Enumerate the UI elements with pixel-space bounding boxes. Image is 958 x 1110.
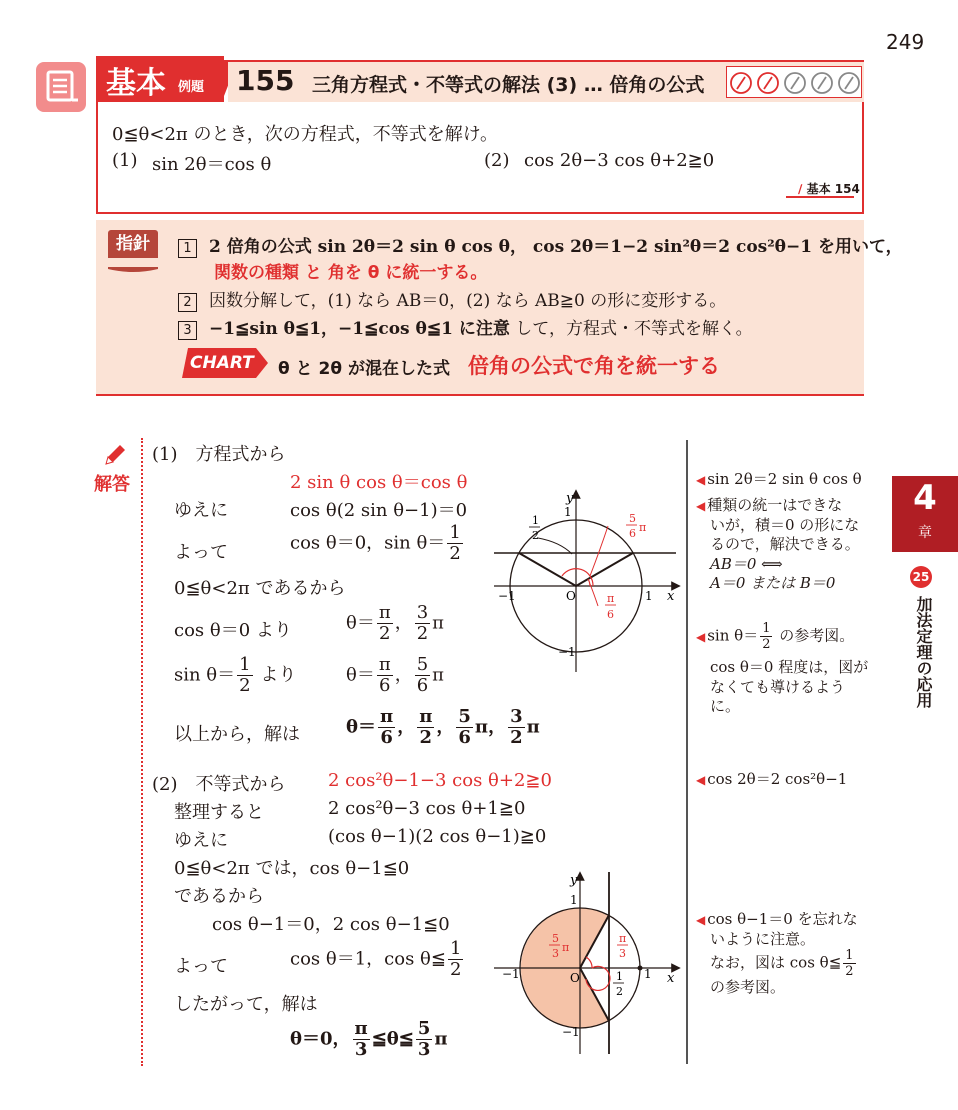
tick-1-right: 1 (645, 589, 653, 603)
pi-symbol: π (526, 716, 540, 738)
frac-den: 6 (416, 675, 429, 696)
fraction-pi-6 (377, 656, 393, 695)
sol1-sinhalf (174, 656, 296, 695)
y-axis-label: y (566, 491, 574, 506)
pencil-icon (100, 440, 130, 470)
frac-num: π (380, 706, 394, 727)
pi-symbol: π (432, 664, 444, 686)
sol1-cos0-solutions: θ＝ $\frac{\pi}{2}$ ， $\frac{3}{2}$ π (346, 602, 444, 644)
side-note-4 (710, 658, 868, 717)
pi-symbol: π (474, 716, 489, 738)
frac-num: π (419, 706, 433, 727)
difficulty-mark (764, 77, 772, 89)
side-note-6-line-d: の参考図。 (710, 978, 786, 996)
problem-1: sin 2θ＝cos θ (152, 154, 272, 175)
chart-badge-label: CHART (190, 353, 254, 373)
difficulty-mark (818, 77, 826, 89)
hint-2-number: 2 (178, 293, 197, 312)
origin-label: O (566, 589, 576, 603)
side-note-6: ◀ cos θ−1＝0 を忘れな いように注意。 なお，図は cos θ≦ $\frac{1}{2}$ の参考図。 (696, 910, 858, 996)
hint-3-number: 3 (178, 321, 197, 340)
frac-den: 2 (510, 727, 523, 748)
sol1-cos0: cos θ＝0 より (174, 620, 292, 641)
sol1-eq1: 2 sin θ cos θ＝cos θ (290, 472, 468, 493)
fraction-5-3 (416, 1020, 433, 1059)
tick-1-top: 1 (564, 505, 572, 519)
frac-den: 2 (419, 727, 433, 748)
sol2-dearu: であるから (174, 886, 264, 907)
frac-den: 2 (416, 623, 429, 644)
sol2-eq1: 2 cos²θ−1−3 cos θ+2≧0 (328, 770, 552, 791)
difficulty-mark (737, 77, 745, 89)
shishin-badge-foot (108, 258, 158, 264)
sol2-final-text: θ＝0， (290, 1028, 351, 1050)
fraction-3-2 (508, 708, 525, 747)
radius-pi6 (576, 553, 633, 586)
theta-eq: θ＝ (346, 612, 375, 634)
hint-1 (178, 232, 903, 258)
reference-label: 基本 154 (806, 182, 860, 196)
callout-half (538, 538, 572, 554)
hint-2-text: 因数分解して，(1) なら AB＝0，(2) なら AB≧0 の形に変形する。 (209, 291, 727, 311)
half-den: 2 (616, 985, 623, 998)
page-number: 249 (886, 30, 925, 54)
sol2-shitagatte: したがって，解は (174, 994, 318, 1015)
side-note-5-text: cos 2θ＝2 cos²θ−1 (707, 770, 848, 788)
sol1-heading: (1) 方程式から (152, 444, 286, 465)
sol2-final-answer (290, 1020, 448, 1059)
side-note-3-suffix: の参考図。 (774, 626, 855, 645)
hint-1-emphasis: 関数の種類 と 角を θ に統一する。 (214, 263, 488, 283)
solution-dotted-rule (141, 438, 143, 1066)
difficulty-mark (791, 77, 799, 89)
side-note-4-line-c: に。 (710, 697, 741, 715)
x-axis-label: x (667, 589, 675, 604)
tick-neg1-left: −1 (498, 589, 516, 603)
fraction-one-half (447, 524, 462, 563)
hint-2 (178, 286, 726, 312)
side-note-2-line-e: A＝0 または B＝0 (710, 574, 836, 592)
origin-label: O (570, 971, 580, 985)
theta-eq: θ＝ (346, 716, 377, 738)
solution-label: 解答 (94, 474, 130, 495)
pi-sixths-num: π (607, 592, 615, 605)
frac-den: 2 (449, 959, 462, 980)
problem-2: cos 2θ−3 cos θ+2≧0 (524, 150, 715, 171)
fraction-one-half (448, 940, 463, 979)
frac-num: 1 (449, 522, 461, 543)
problem-2-label: (2) (484, 150, 510, 171)
theta-eq: θ＝ (346, 664, 375, 686)
side-note-3: ◀ sin θ＝ $\frac{1}{2}$ の参考図。 (696, 621, 855, 652)
side-note-6-line-a: cos θ−1＝0 を忘れな (707, 910, 858, 928)
shishin-badge: 指針 (108, 230, 158, 258)
frac-num: 5 (417, 1018, 431, 1039)
pi-sixths-den: 6 (607, 608, 614, 621)
fraction-5-6 (456, 708, 473, 747)
five-sixths-den: 6 (629, 527, 636, 540)
y-axis-label: y (570, 873, 578, 888)
side-note-2: ◀ 種類の統一はできな いが，積＝0 の形にな るので，解決できる。 AB＝0 ⟺ A＝0 または B＝0 (696, 496, 860, 592)
sol1-sinhalf-solutions: θ＝ $\frac{\pi}{6}$ ， $\frac{5}{6}$ π (346, 654, 444, 696)
tick-neg1-bottom: −1 (562, 1025, 580, 1039)
frac-num: 3 (510, 706, 523, 727)
hint-3-text: して，方程式・不等式を解く。 (509, 319, 753, 339)
sol2-heading: (2) 不等式から (152, 774, 286, 795)
hint-1-text: 2 倍角の公式 sin 2θ＝2 sin θ cos θ， cos 2θ＝1−2 sin²θ＝2 cos²θ−1 を用いて， (209, 237, 903, 257)
pi-thirds-den: 3 (619, 947, 626, 960)
side-note-2-line-c: るので，解決できる。 (710, 535, 860, 553)
pi-symbol: π (432, 612, 444, 634)
sol2-eq5 (290, 940, 465, 979)
fraction-pi-2 (417, 708, 434, 747)
angle-arc-5pi3 (586, 966, 610, 990)
sinhalf-text: sin θ＝ (174, 664, 236, 686)
sol1-eq3 (290, 524, 465, 563)
chart-rule: 倍角の公式で角を統一する (468, 354, 720, 378)
frac-den: 3 (417, 1039, 431, 1060)
frac-num: 1 (845, 948, 854, 963)
section-number-badge: 25 (910, 566, 932, 588)
sol2-yotte: よって (174, 956, 228, 977)
frac-num: 5 (416, 654, 429, 675)
frac-num: π (354, 1018, 368, 1039)
frac-den: 6 (379, 675, 391, 696)
sol1-yotte: よって (174, 542, 228, 563)
problem-title: 三角方程式・不等式の解法 (3) … 倍角の公式 (312, 74, 705, 96)
fraction-3-2 (415, 604, 430, 643)
side-note-1-text: sin 2θ＝2 sin θ cos θ (707, 470, 862, 488)
frac-den: 2 (379, 623, 391, 644)
sol2-yue: ゆえに (174, 830, 228, 851)
sol2-eq4: cos θ−1＝0，2 cos θ−1≦0 (212, 914, 450, 935)
hint-3-emphasis: −1≦sin θ≦1，−1≦cos θ≦1 に注意 (209, 319, 510, 339)
hint-1-number: 1 (178, 239, 197, 258)
notebook-icon-glyph (36, 62, 86, 112)
frac-num: π (378, 654, 391, 675)
section-title: 加法定理の応用 (914, 596, 933, 708)
x-axis-label: x (667, 971, 675, 986)
fraction-pi-3 (353, 1020, 370, 1059)
sol1-eq3-text: cos θ＝0，sin θ＝ (290, 532, 446, 554)
angle-arc-pi6 (588, 579, 590, 586)
tick-1-top: 1 (570, 893, 578, 907)
side-note-1: ◀ sin 2θ＝2 sin θ cos θ (696, 470, 862, 488)
side-note-2-line-b: いが，積＝0 の形にな (710, 515, 860, 534)
chapter-label: 章 (918, 525, 932, 541)
unit-circle-figure-1 (490, 488, 686, 676)
frac-den: 2 (239, 675, 251, 696)
problem-intro: 0≦θ<2π のとき，次の方程式，不等式を解け。 (112, 124, 499, 145)
side-note-5: ◀ cos 2θ＝2 cos²θ−1 (696, 770, 848, 788)
five-sixths-pi: π (639, 521, 647, 534)
side-note-divider (686, 440, 688, 1064)
sol1-eq2: cos θ(2 sin θ−1)＝0 (290, 500, 468, 521)
fraction-5-6 (415, 656, 430, 695)
sol2-seiri: 整理すると (174, 802, 264, 823)
callout-pi6 (590, 584, 598, 606)
side-note-2-line-a: 種類の統一はできな (707, 496, 843, 514)
five-sixths-num: 5 (629, 512, 636, 525)
fraction-one-half (760, 622, 772, 651)
sol2-range: 0≦θ<2π では，cos θ−1≦0 (174, 858, 410, 879)
sol1-final-label: 以上から，解は (174, 724, 300, 745)
hint-3 (178, 314, 753, 340)
frac-den: 3 (354, 1039, 368, 1060)
frac-den: 2 (449, 543, 461, 564)
side-note-3-text: sin θ＝ (707, 626, 759, 645)
chapter-number: 4 (913, 478, 937, 518)
side-note-2-line-d: AB＝0 ⟺ (710, 554, 783, 573)
tick-1-right: 1 (644, 967, 652, 981)
fraction-one-half (843, 949, 855, 978)
tick-neg1-left: −1 (502, 967, 520, 981)
side-note-4-line-b: なくても導けるよう (710, 677, 846, 696)
difficulty-rating (726, 66, 862, 98)
reidai-label: 例題 (178, 80, 205, 95)
sinhalf-yori: より (254, 664, 297, 686)
frac-den: 2 (845, 964, 854, 979)
half-den: 2 (532, 529, 539, 542)
half-num: 1 (532, 514, 539, 527)
frac-num: π (378, 602, 391, 623)
frac-num: 5 (458, 706, 471, 727)
tick-neg1-bottom: −1 (558, 645, 576, 659)
five-thirds-den: 3 (552, 947, 559, 960)
side-note-6-line-c: なお，図は cos θ≦ (710, 953, 842, 972)
fraction-pi-2 (377, 604, 393, 643)
frac-den: 2 (762, 637, 771, 652)
sol1-range: 0≦θ<2π であるから (174, 578, 346, 599)
five-thirds-num: 5 (552, 932, 559, 945)
fraction-one-half (237, 656, 252, 695)
side-note-6-line-b: いように注意。 (710, 929, 816, 948)
frac-num: 1 (762, 621, 771, 636)
frac-den: 6 (458, 727, 471, 748)
difficulty-icons (727, 67, 863, 99)
sol1-yue: ゆえに (174, 500, 228, 521)
problem-number: 155 (236, 64, 295, 97)
problem-1-label: (1) (112, 150, 138, 171)
sol1-final-answer: θ＝ $\frac{\pi}{6}$ ， $\frac{\pi}{2}$ ， $\frac{5}{6}$ π， $\frac{3}{2}$ π (346, 706, 540, 748)
kihon-label: 基本 (106, 66, 166, 101)
sol2-eq2: 2 cos²θ−3 cos θ+1≧0 (328, 798, 526, 819)
frac-num: 1 (449, 938, 462, 959)
sol2-eq5-text: cos θ＝1，cos θ≦ (290, 948, 446, 970)
chart-text: θ と 2θ が混在した式 (278, 359, 450, 379)
reference-link[interactable]: ∕ 基本 154 (798, 182, 860, 196)
angle-arc-5pi6 (562, 569, 593, 586)
fraction-pi-6 (378, 708, 395, 747)
half-num: 1 (616, 970, 623, 983)
radius-5pi6 (519, 553, 576, 586)
angle-arc-pi3 (586, 957, 592, 968)
frac-den: 6 (380, 727, 393, 748)
notebook-icon[interactable] (36, 62, 86, 112)
reference-underline (786, 196, 854, 198)
unit-circle-figure-2 (490, 870, 686, 1058)
difficulty-mark (845, 77, 853, 89)
five-thirds-pi: π (562, 941, 570, 954)
side-note-4-line-a: cos θ＝0 程度は，図が (710, 658, 869, 676)
frac-num: 1 (239, 654, 251, 675)
sol2-eq3: (cos θ−1)(2 cos θ−1)≧0 (328, 826, 547, 847)
frac-num: 3 (416, 602, 429, 623)
point-1-0 (638, 966, 643, 971)
leq-theta-leq: ≦θ≦ (371, 1028, 414, 1050)
pi-symbol: π (434, 1028, 448, 1050)
pi-thirds-num: π (619, 932, 627, 945)
